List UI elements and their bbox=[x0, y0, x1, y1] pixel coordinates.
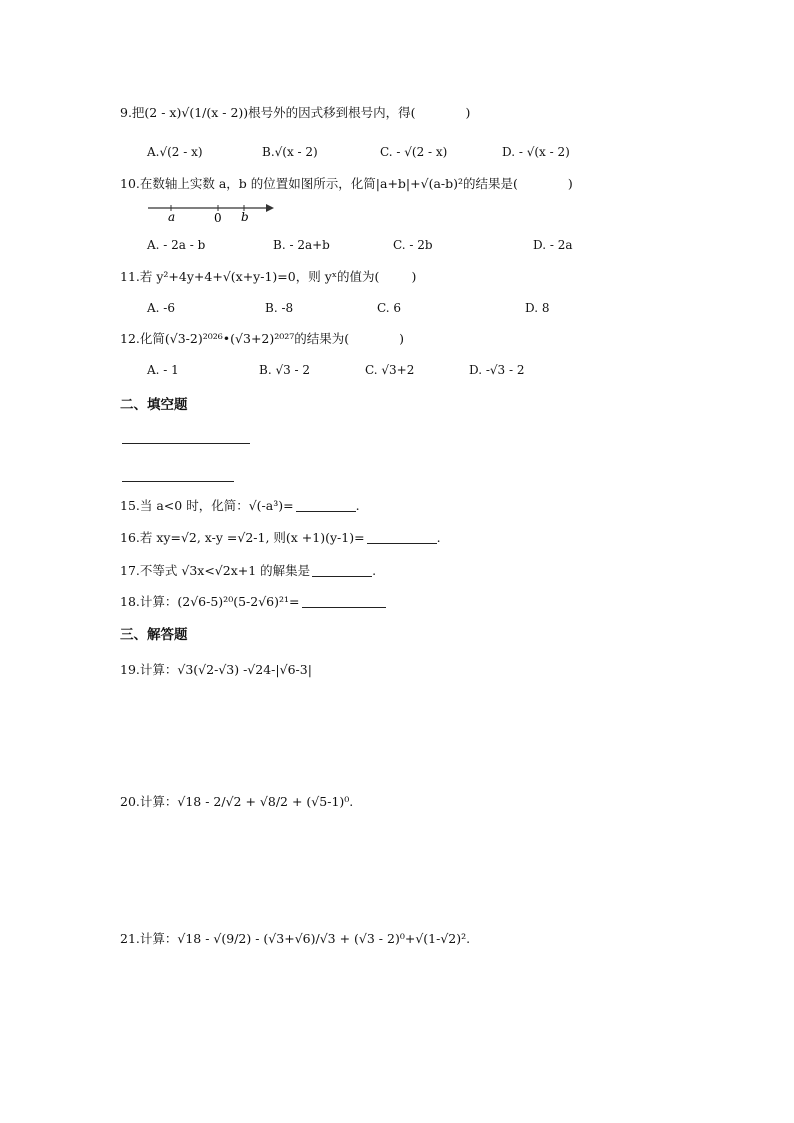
q18-answer-blank[interactable] bbox=[302, 595, 386, 608]
question-11-close: ) bbox=[411, 269, 417, 284]
question-9 bbox=[120, 104, 470, 122]
question-21 bbox=[120, 930, 470, 948]
question-10 bbox=[120, 175, 573, 193]
q12-option-b: B. √3 - 2 bbox=[259, 363, 311, 377]
question-10-text: 10.在数轴上实数 a，b 的位置如图所示，化简|a+b|+√(a-b)²的结果是( bbox=[120, 176, 518, 191]
question-9-close: ) bbox=[465, 105, 471, 120]
number-line-figure bbox=[146, 199, 276, 225]
q11-option-c: C. 6 bbox=[377, 301, 402, 315]
q13-answer-blank[interactable] bbox=[122, 431, 250, 444]
q17-answer-blank[interactable] bbox=[312, 564, 372, 577]
q16-answer-blank[interactable] bbox=[367, 531, 437, 544]
q10-option-b: B. - 2a+b bbox=[273, 238, 330, 252]
q11-option-a: A. -6 bbox=[147, 301, 175, 315]
question-19-text: 19.计算：√3(√2-√3) -√24-|√6-3| bbox=[120, 662, 312, 677]
q12-option-a: A. - 1 bbox=[147, 363, 179, 377]
q15-period: . bbox=[355, 498, 360, 513]
q11-option-d: D. 8 bbox=[525, 301, 550, 315]
question-15-text: 15.当 a<0 时，化简：√(-a³)= bbox=[120, 498, 294, 513]
question-12-text: 12.化简(√3-2)²⁰²⁶•(√3+2)²⁰²⁷的结果为( bbox=[120, 331, 350, 346]
question-18 bbox=[120, 593, 386, 611]
section-solution-heading: 三、解答题 bbox=[120, 627, 188, 643]
question-17-text: 17.不等式 √3x<√2x+1 的解集是 bbox=[120, 563, 311, 578]
question-12-close: ) bbox=[399, 331, 405, 346]
q16-period: . bbox=[436, 530, 441, 545]
question-15 bbox=[120, 497, 360, 515]
q11-option-b: B. -8 bbox=[265, 301, 294, 315]
question-14 bbox=[120, 467, 234, 485]
question-11-text: 11.若 y²+4y+4+√(x+y-1)=0，则 yˣ的值为( bbox=[120, 269, 380, 284]
question-20 bbox=[120, 793, 353, 811]
q9-option-d: D. - √(x - 2) bbox=[502, 145, 570, 159]
q9-option-c: C. - √(2 - x) bbox=[380, 145, 448, 159]
q12-option-c: C. √3+2 bbox=[365, 363, 415, 377]
q10-option-a: A. - 2a - b bbox=[147, 238, 206, 252]
q15-answer-blank[interactable] bbox=[296, 499, 356, 512]
question-16-text: 16.若 xy=√2, x-y =√2-1, 则(x +1)(y-1)= bbox=[120, 530, 365, 545]
question-20-text: 20.计算：√18 - 2/√2 + √8/2 + (√5-1)⁰. bbox=[120, 794, 354, 809]
q9-option-a: A.√(2 - x) bbox=[147, 145, 203, 159]
question-11 bbox=[120, 268, 416, 286]
label-b: b bbox=[241, 210, 249, 224]
number-line-arrow bbox=[266, 204, 274, 212]
question-18-text: 18.计算：(2√6-5)²⁰(5-2√6)²¹= bbox=[120, 594, 300, 609]
question-12 bbox=[120, 330, 404, 348]
question-17 bbox=[120, 562, 376, 580]
q10-option-d: D. - 2a bbox=[533, 238, 573, 252]
question-19 bbox=[120, 661, 312, 679]
label-a: a bbox=[168, 210, 176, 224]
question-21-text: 21.计算：√18 - √(9/2) - (√3+√6)/√3 + (√3 - 2)⁰+√(1-√2)². bbox=[120, 931, 471, 946]
q9-option-b: B.√(x - 2) bbox=[262, 145, 318, 159]
q14-answer-blank[interactable] bbox=[122, 469, 234, 482]
label-zero: 0 bbox=[214, 211, 222, 225]
question-9-text: 9.把(2 - x)√(1/(x - 2))根号外的因式移到根号内，得( bbox=[120, 105, 416, 120]
section-fill-in-heading: 二、填空题 bbox=[120, 397, 188, 413]
question-10-close: ) bbox=[567, 176, 573, 191]
q10-option-c: C. - 2b bbox=[393, 238, 433, 252]
q17-period: . bbox=[372, 563, 377, 578]
q12-option-d: D. -√3 - 2 bbox=[469, 363, 525, 377]
question-13 bbox=[120, 429, 250, 447]
question-16 bbox=[120, 529, 441, 547]
